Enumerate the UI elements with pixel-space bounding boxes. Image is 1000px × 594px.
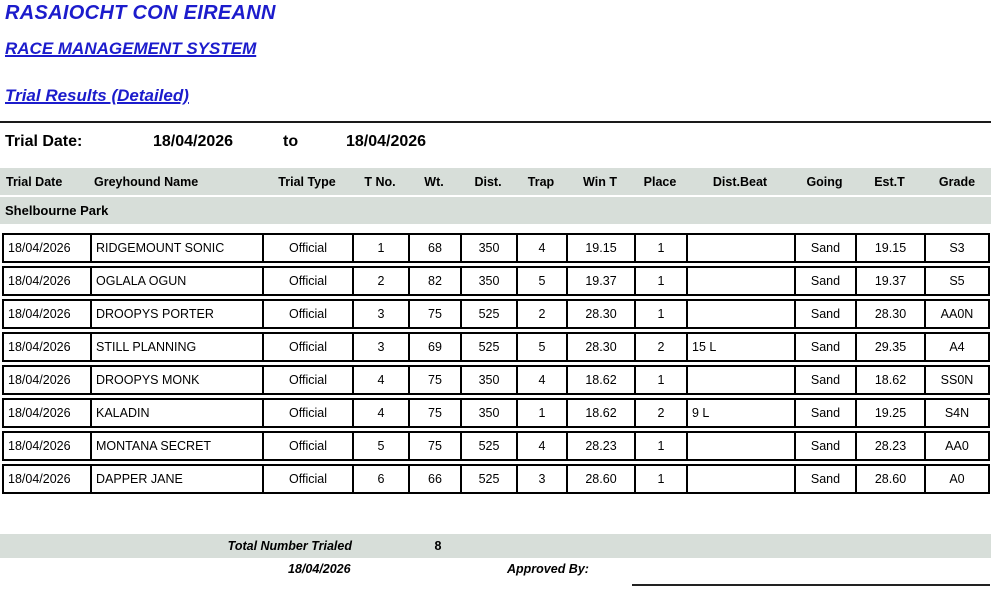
- table-row: [2, 332, 990, 362]
- header-divider-line: [0, 121, 991, 123]
- table-cell: 28.30: [568, 334, 636, 360]
- table-cell: 18.62: [857, 367, 926, 393]
- table-cell: Official: [264, 433, 354, 459]
- table-cell: 5: [518, 268, 568, 294]
- table-cell: 18/04/2026: [4, 235, 92, 261]
- column-header-win-t: Win T: [583, 174, 617, 189]
- column-header-trap: Trap: [527, 174, 555, 189]
- table-cell: 28.30: [857, 301, 926, 327]
- table-cell: 18.62: [568, 367, 636, 393]
- total-trialed-value: 8: [434, 539, 442, 553]
- table-cell: 75: [410, 367, 462, 393]
- table-cell: 3: [518, 466, 568, 492]
- table-cell: 18/04/2026: [4, 334, 92, 360]
- table-cell: Official: [264, 301, 354, 327]
- table-cell: 2: [354, 268, 410, 294]
- table-cell: A4: [949, 340, 965, 354]
- table-cell: 18/04/2026: [4, 400, 92, 426]
- column-header-place: Place: [643, 174, 677, 189]
- table-cell: 19.37: [568, 268, 636, 294]
- table-cell: S3: [949, 241, 965, 255]
- table-cell: 2: [636, 334, 688, 360]
- column-header-going: Going: [806, 174, 843, 189]
- table-cell: Official: [264, 268, 354, 294]
- table-cell: [688, 433, 796, 459]
- column-header-grade: Grade: [938, 174, 976, 189]
- table-cell: 9 L: [688, 400, 796, 426]
- table-cell: 4: [518, 433, 568, 459]
- table-cell: Sand: [796, 433, 857, 459]
- track-name: Shelbourne Park: [5, 203, 109, 218]
- table-cell: Official: [264, 235, 354, 261]
- table-cell: 68: [410, 235, 462, 261]
- table-cell: Sand: [796, 301, 857, 327]
- date-to-value: 18/04/2026: [346, 133, 427, 150]
- org-title: RASAIOCHT CON EIREANN: [5, 2, 276, 24]
- table-cell: 1: [636, 301, 688, 327]
- table-cell: DAPPER JANE: [92, 466, 264, 492]
- table-cell: 19.37: [857, 268, 926, 294]
- table-cell: Sand: [796, 400, 857, 426]
- table-cell: 28.23: [568, 433, 636, 459]
- table-cell: 18/04/2026: [4, 301, 92, 327]
- table-cell: 3: [354, 301, 410, 327]
- table-cell: 18/04/2026: [4, 433, 92, 459]
- signature-line: [632, 584, 990, 586]
- table-cell: 18/04/2026: [4, 466, 92, 492]
- table-cell: 525: [462, 334, 518, 360]
- table-cell: 29.35: [857, 334, 926, 360]
- table-row: [2, 398, 990, 428]
- table-cell: 1: [636, 367, 688, 393]
- table-cell: [688, 301, 796, 327]
- table-cell: Official: [264, 334, 354, 360]
- column-header-est-t: Est.T: [874, 174, 905, 189]
- total-trialed-label: Total Number Trialed: [227, 539, 352, 553]
- table-header-row: [0, 168, 991, 195]
- table-row: [2, 431, 990, 461]
- table-cell: AA0: [945, 439, 969, 453]
- table-cell: 525: [462, 301, 518, 327]
- table-row: [2, 266, 990, 296]
- table-cell: DROOPYS MONK: [92, 367, 264, 393]
- column-header-dist: Dist.: [474, 174, 502, 189]
- table-cell: Sand: [796, 235, 857, 261]
- table-cell: 1: [354, 235, 410, 261]
- table-cell: 18/04/2026: [4, 367, 92, 393]
- table-cell: 19.15: [568, 235, 636, 261]
- table-cell: 1: [636, 268, 688, 294]
- table-cell: SS0N: [940, 373, 974, 387]
- table-cell: 1: [636, 235, 688, 261]
- table-cell: Official: [264, 367, 354, 393]
- column-header-wt: Wt.: [424, 174, 444, 189]
- table-cell: 75: [410, 400, 462, 426]
- table-cell: 525: [462, 433, 518, 459]
- table-cell: 4: [518, 367, 568, 393]
- table-cell: 4: [354, 400, 410, 426]
- trial-date-label: Trial Date:: [5, 133, 83, 150]
- to-label: to: [283, 133, 299, 150]
- table-cell: 75: [410, 433, 462, 459]
- table-cell: 350: [462, 268, 518, 294]
- table-cell: RIDGEMOUNT SONIC: [92, 235, 264, 261]
- table-cell: 19.15: [857, 235, 926, 261]
- table-cell: 350: [462, 400, 518, 426]
- table-cell: 28.60: [857, 466, 926, 492]
- table-cell: 4: [518, 235, 568, 261]
- table-cell: A0: [949, 472, 965, 486]
- table-cell: 1: [518, 400, 568, 426]
- column-header-dist-beat: Dist.Beat: [712, 174, 768, 189]
- table-row: [2, 233, 990, 263]
- table-cell: [688, 367, 796, 393]
- column-header-trial-type: Trial Type: [278, 174, 336, 189]
- column-header-greyhound-name: Greyhound Name: [94, 174, 199, 189]
- table-cell: 5: [518, 334, 568, 360]
- table-cell: S5: [949, 274, 965, 288]
- table-cell: 4: [354, 367, 410, 393]
- table-cell: 28.23: [857, 433, 926, 459]
- table-cell: 350: [462, 235, 518, 261]
- table-cell: Sand: [796, 334, 857, 360]
- table-cell: MONTANA SECRET: [92, 433, 264, 459]
- table-cell: OGLALA OGUN: [92, 268, 264, 294]
- table-row: [2, 299, 990, 329]
- table-row: [2, 365, 990, 395]
- table-cell: Sand: [796, 466, 857, 492]
- track-group-row: [0, 197, 991, 224]
- column-header-trial-date: Trial Date: [6, 174, 63, 189]
- table-cell: 5: [354, 433, 410, 459]
- report-title: Trial Results (Detailed): [5, 86, 189, 105]
- table-cell: 2: [518, 301, 568, 327]
- table-cell: 28.60: [568, 466, 636, 492]
- column-header-t-no: T No.: [364, 174, 396, 189]
- table-cell: 66: [410, 466, 462, 492]
- table-cell: 6: [354, 466, 410, 492]
- table-cell: 75: [410, 301, 462, 327]
- table-cell: AA0N: [940, 307, 974, 321]
- trial-date-filter-row: [0, 133, 1000, 155]
- table-cell: Sand: [796, 367, 857, 393]
- total-row: [0, 534, 991, 558]
- date-from-value: 18/04/2026: [153, 133, 234, 150]
- table-cell: 28.30: [568, 301, 636, 327]
- table-cell: 350: [462, 367, 518, 393]
- table-cell: DROOPYS PORTER: [92, 301, 264, 327]
- table-cell: [688, 466, 796, 492]
- table-cell: Official: [264, 466, 354, 492]
- table-cell: 15 L: [688, 334, 796, 360]
- table-cell: 1: [636, 433, 688, 459]
- table-header-cells: [2, 168, 990, 195]
- table-cell: 18.62: [568, 400, 636, 426]
- table-cell: 3: [354, 334, 410, 360]
- table-cell: 82: [410, 268, 462, 294]
- table-cell: [688, 235, 796, 261]
- table-cell: 19.25: [857, 400, 926, 426]
- table-cell: [688, 268, 796, 294]
- system-title: RACE MANAGEMENT SYSTEM: [5, 39, 257, 58]
- report-footer-date: 18/04/2026: [288, 562, 351, 576]
- table-cell: 69: [410, 334, 462, 360]
- table-cell: STILL PLANNING: [92, 334, 264, 360]
- table-row: [2, 464, 990, 494]
- table-cell: S4N: [944, 406, 970, 420]
- table-cell: KALADIN: [92, 400, 264, 426]
- table-cell: Official: [264, 400, 354, 426]
- table-cell: 2: [636, 400, 688, 426]
- table-body: [2, 233, 990, 497]
- table-cell: Sand: [796, 268, 857, 294]
- table-cell: 525: [462, 466, 518, 492]
- table-cell: 1: [636, 466, 688, 492]
- table-cell: 18/04/2026: [4, 268, 92, 294]
- approved-by-label: Approved By:: [507, 562, 589, 576]
